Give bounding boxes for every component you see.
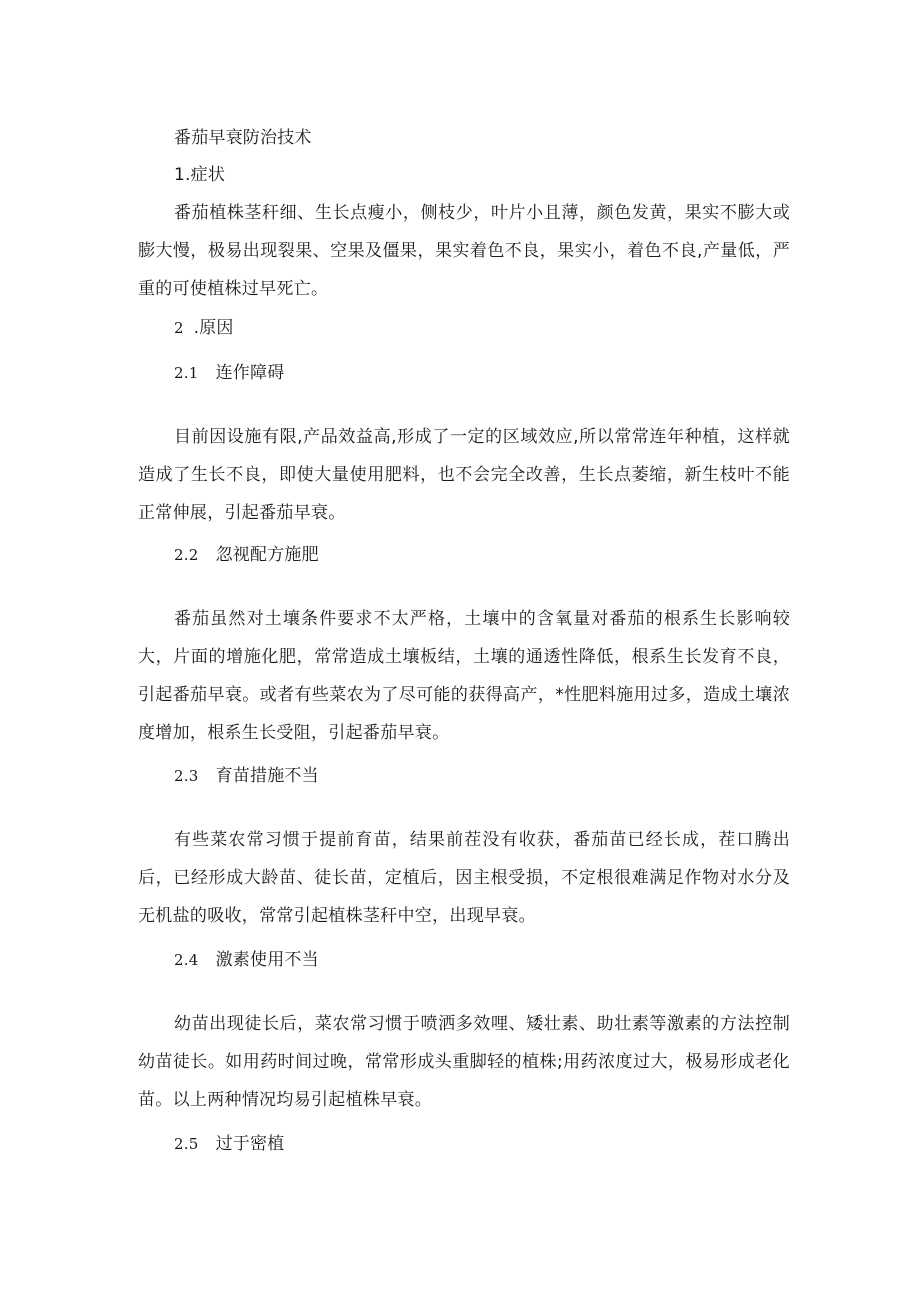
subsection-2-1-heading — [174, 361, 284, 385]
subsection-2-5-heading — [174, 1132, 284, 1156]
subsection-title: 过于密植 — [215, 1134, 285, 1154]
subsection-2-2-body: 番茄虽然对土壤条件要求不太严格，土壤中的含氧量对番茄的根系生长影响较大，片面的增施化肥，常常造成土壤板结，土壤的通透性降低，根系生长发育不良，引起番茄早衰。或者有些菜农为了尽可能的获得高产，*性肥料施用过多，造成土壤浓度增加，根系生长受阻，引起番茄早衰。 — [138, 609, 790, 743]
subsection-number: 2.2 — [174, 546, 199, 564]
subsection-number: 2.4 — [174, 951, 199, 969]
subsection-2-3-heading — [174, 764, 319, 788]
document-title: 番茄早衰防治技术 — [174, 128, 312, 148]
subsection-number: 2.3 — [174, 767, 199, 785]
section-1-body: 番茄植株茎秆细、生长点瘦小，侧枝少，叶片小且薄，颜色发黄，果实不膨大或膨大慢，极易出现裂果、空果及僵果，果实着色不良，果实小，着色不良,产量低，严重的可使植株过早死亡。 — [138, 203, 790, 299]
subsection-title: 连作障碍 — [215, 363, 285, 383]
subsection-2-4-heading — [174, 948, 319, 972]
section-2-label: .原因 — [193, 318, 234, 338]
subsection-2-1-body: 目前因设施有限,产品效益高,形成了一定的区域效应,所以常常连年种植，这样就造成了生长不良，即使大量使用肥料，也不会完全改善，生长点萎缩，新生枝叶不能正常伸展，引起番茄早衰。 — [138, 427, 790, 523]
subsection-2-2-heading — [174, 543, 319, 567]
section-1-heading: 1.症状 — [174, 165, 226, 185]
subsection-number: 2.5 — [174, 1135, 199, 1153]
section-2-number: 2 — [174, 319, 184, 337]
subsection-title: 忽视配方施肥 — [215, 545, 319, 565]
subsection-title: 激素使用不当 — [215, 950, 319, 970]
subsection-2-4-body: 幼苗出现徒长后，菜农常习惯于喷洒多效哩、矮壮素、助壮素等激素的方法控制幼苗徒长。如用药时间过晚，常常形成头重脚轻的植株;用药浓度过大，极易形成老化苗。以上两种情况均易引起植株早衰。 — [138, 1014, 790, 1110]
subsection-2-3-body: 有些菜农常习惯于提前育苗，结果前茬没有收获，番茄苗已经长成，茬口腾出后，已经形成大龄苗、徒长苗，定植后，因主根受损，不定根很难满足作物对水分及无机盐的吸收，常常引起植株茎秆中空，出现早衰。 — [138, 830, 790, 926]
subsection-title: 育苗措施不当 — [215, 766, 319, 786]
subsection-number: 2.1 — [174, 364, 199, 382]
section-2-heading — [174, 316, 234, 340]
